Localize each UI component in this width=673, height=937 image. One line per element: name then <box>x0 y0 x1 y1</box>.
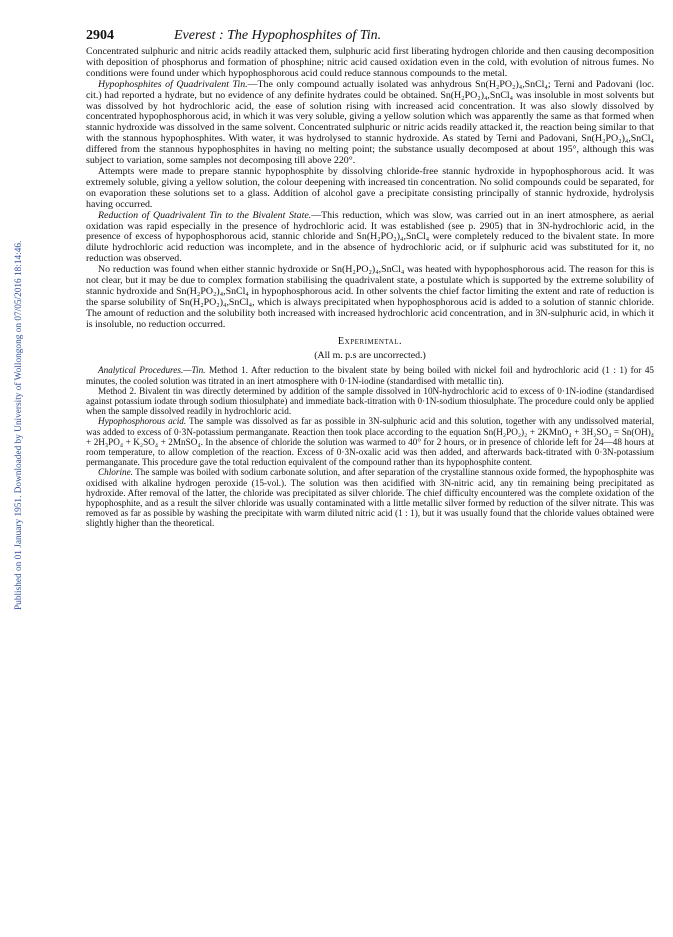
download-stamp-text: Published on 01 January 1951. Downloaded by University of Wollongong on 07/05/2016 18:14:46. <box>14 240 24 610</box>
running-head: Everest : The Hypophosphites of Tin. <box>174 28 382 43</box>
section-title: Experimental. <box>337 335 403 347</box>
paragraph-heading: Analytical Procedures.—Tin. <box>98 365 206 376</box>
page-body <box>86 28 654 529</box>
paragraph: Concentrated sulphuric and nitric acids readily attacked them, sulphuric acid first liberating hydrogen chloride and then causing decomposition with deposition of phosphorus and formation of phosphine; nitric acid caused oxidation even in the cold, with evolution of nitrous fumes. No conditions were found under which hypophosphorous acid could reduce stannous compounds to the metal. <box>86 46 654 79</box>
paragraph: Reduction of Quadrivalent Tin to the Bivalent State.—This reduction, which was slow, was carried out in an inert atmosphere, as aerial oxidation was rapid especially in the presence of hydrochloric acid. It was established (see p. 2905) that in 3N-hydrochloric acid, in the presence of excess of hypophosphorous acid, stannic chloride and Sn(H₂PO₂)₄,SnCl₄ were completely reduced to the bivalent state. In more dilute hydrochloric acid reduction was incomplete, and in the absence of hydrochloric acid, or if sulphuric acid was substituted for it, no reduction was observed. <box>86 209 654 265</box>
paragraph-heading: Hypophosphites of Quadrivalent Tin. <box>98 78 248 90</box>
paragraph: Hypophosphorous acid. The sample was dissolved as far as possible in 3N-sulphuric acid and this solution, together with any undissolved material, was added to excess of 0·3N-potassium permanganate. Reaction then took place according to the equation Sn(H₂PO₂)₂ + 2KMnO₄ + 3H₂SO₄ = Sn(OH)₄ + 2H₃PO₄ + K₂SO₄ + 2MnSO₄. In the absence of chloride the solution was warmed to 40° for 2 hours, or in presence of chloride left for 24—48 hours at room temperature, to allow completion of the reaction. Excess of 0·3N-oxalic acid was then added, and afterwards back-titrated with 0·3N-potassium permanganate. This procedure gave the total reduction equivalent of the compound rather than its hypophosphite content. <box>86 416 654 468</box>
running-header <box>86 28 654 44</box>
experimental-section <box>86 365 654 528</box>
paragraph: Hypophosphites of Quadrivalent Tin.—The only compound actually isolated was anhydrous Sn(H₂PO₂)₄,SnCl₄; Terni and Padovani (loc. cit.) had reported a hydrate, but no evidence of any definite hydrates could be obtained. Sn(H₂PO₂)₄,SnCl₄ was insoluble in most solvents but was dissolved by hot hydrochloric acid, the ease of solution rising with increased acid concentration. It was also slowly dissolved by concentrated hypophosphorous acid, in which it was very soluble, giving a yellow solution which was apparently the same as that formed when stannic hydroxide was dissolved in the same solvent. Concentrated sulphuric or nitric acids readily attacked it, the reaction being similar to that with the stannous hypophosphites. With water, it was hydrolysed to stannic hydroxide. As stated by Terni and Padovani, Sn(H₂PO₂)₄,SnCl₄ differed from the stannous hypophosphites in having no melting point; the substance usually decomposed at about 195°, although this was subject to variation, some samples not decomposing till above 220°. <box>86 78 654 167</box>
paragraph: Analytical Procedures.—Tin. Method 1. After reduction to the bivalent state by being boiled with nickel foil and hydrochloric acid (1 : 1) for 45 minutes, the cooled solution was titrated in an inert atmosphere with 0·1N-iodine (standardised with metallic tin). <box>86 365 655 386</box>
page-number: 2904 <box>86 28 114 43</box>
paragraph: Attempts were made to prepare stannic hypophosphite by dissolving chloride-free stannic hydroxide in hypophosphorous acid. It was extremely soluble, giving a yellow solution, the colour deepening with increased tin concentration. No solid compounds could be separated, for on evaporation these solutions set to a glass. Addition of alcohol gave a precipitate consisting principally of stannic hydroxide, hydrolysis having occurred. <box>86 165 654 210</box>
paragraph: No reduction was found when either stannic hydroxide or Sn(H₂PO₂)₄,SnCl₄ was heated with hypophosphorous acid. The reason for this is not clear, but it may be due to complex formation stabilising the quadrivalent state, a postulate which is supported by the extreme solubility of stannic hydroxide and Sn(H₂PO₂)₄,SnCl₄ in hypophosphorous acid. In other solvents the chief factor limiting the extent and rate of reduction is the sparse solubility of Sn(H₂PO₂)₄,SnCl₄, which is always precipitated when hypophosphorous acid is added to a solution of stannic chloride. The amount of reduction and the solubility both increased with increased hydrochloric acid concentration, and in 3N-sulphuric acid, in which it is insoluble, no reduction occurred. <box>86 264 654 330</box>
section-note: (All m. p.s are uncorrected.) <box>314 350 426 362</box>
paragraph: Method 2. Bivalent tin was directly determined by addition of the sample dissolved in 10N-hydrochloric acid to excess of 0·1N-iodine (standardised against potassium iodate through sodium thiosulphate) and immediate back-titration with 0·1N-sodium thiosulphate. The procedure could only be applied when the sample dissolved readily in hydrochloric acid. <box>86 385 654 417</box>
paragraph-heading: Chlorine. <box>98 467 133 478</box>
paragraph-heading: Reduction of Quadrivalent Tin to the Bivalent State. <box>98 209 312 221</box>
paragraph-heading: Hypophosphorous acid. <box>98 416 187 427</box>
paragraph: Chlorine. The sample was boiled with sodium carbonate solution, and after separation of the crystalline stannous oxide formed, the hypophosphite was oxidised with alkaline hydrogen peroxide (15-vol.). The solution was then acidified with 3N-nitric acid, any tin remaining being precipitated as hydroxide. After removal of the latter, the chloride was precipitated as silver chloride. The chief difficulty encountered was the complete oxidation of the hypophosphite, and as a result the silver chloride was usually contaminated with a little metallic silver formed by reduction of the silver nitrate. This was removed as far as possible by washing the precipitate with warm diluted nitric acid (1 : 1), but it was usually found that the chloride values obtained were slightly higher than the theoretical. <box>86 467 654 529</box>
download-stamp <box>14 0 24 937</box>
